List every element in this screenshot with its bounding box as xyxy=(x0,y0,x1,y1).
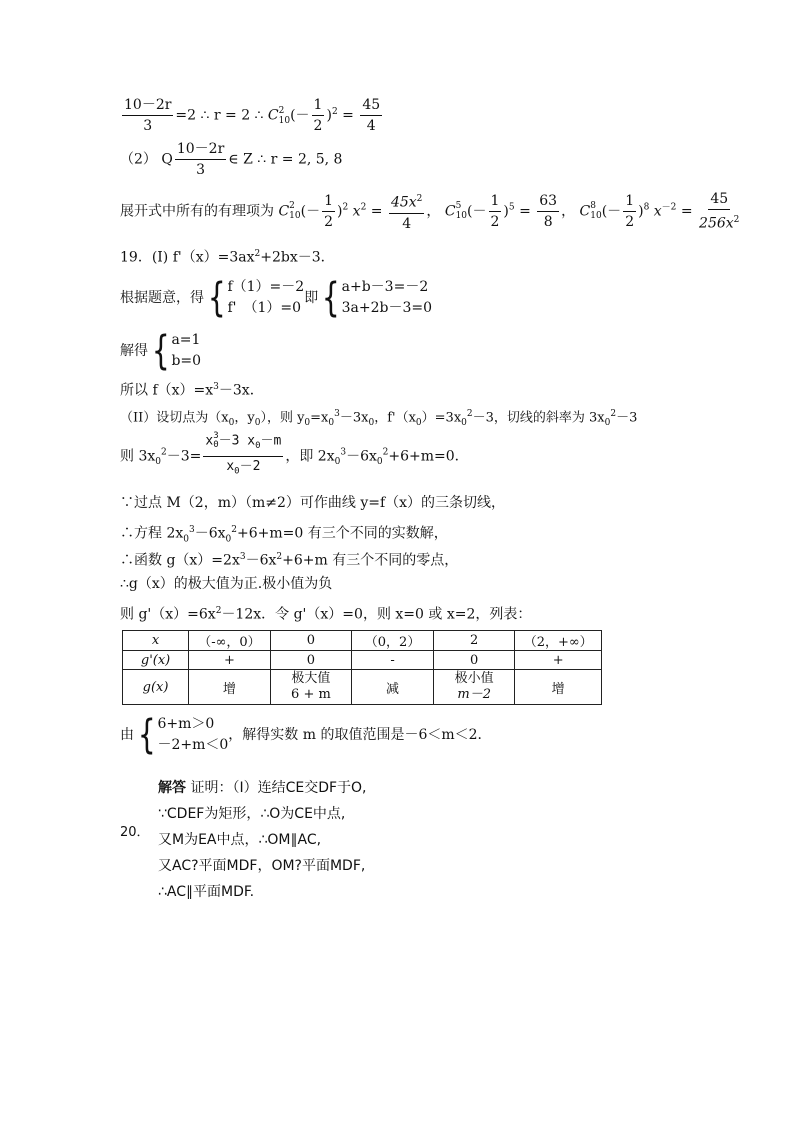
reason-3: ∴函数 $g(x)=2x^3-6x^2+6+m$ 有三个不同的零点， xyxy=(120,552,459,569)
fraction: $\frac{1}{2}$ xyxy=(625,192,635,230)
fraction: $\frac{1}{2}$ xyxy=(324,192,334,230)
fraction: $\frac{1}{2}$ xyxy=(490,192,500,230)
reason-1: ∵过点 M（2，m）（m≠2）可作曲线 y=f（x）的三条切线， xyxy=(120,495,506,511)
fraction: $\frac{1}{2}$ xyxy=(313,97,323,134)
brace-icon: { xyxy=(322,275,340,321)
brace-icon: { xyxy=(137,712,156,758)
sign-table xyxy=(122,630,602,705)
fraction: $\frac{45}{256x^2}$ xyxy=(699,191,740,232)
fraction: $\frac{10-2r}{3}$ xyxy=(124,97,172,134)
table-row: g'(x) + 0 - 0 + xyxy=(123,651,602,670)
brace-icon: { xyxy=(151,328,170,374)
fraction: $\frac{45x^2}{4}$ xyxy=(389,190,424,233)
system-2: 解得 { a=1 b=0 xyxy=(120,328,202,374)
system-3: 由 { 6+m＞0 －2+m＜0 ，解得实数 m 的取值范围是－6＜m＜2． xyxy=(120,712,492,758)
q20-number: 20． xyxy=(120,825,150,840)
line-3: 展开式中所有的有理项为 C 2 10 (－ $\frac{1}{2}$ )$^2$ $x^2$ = $\frac{45x^2}{4}$ ， C 5 10 (－ $\frac{1}{2}$ )$^5$ = $\frac{63}{8}$ ， C 8 10 (－ $\frac{1}{2}$ )$^8$ $x^{-2}$ = $\frac{45}{256x^2}$ xyxy=(120,191,740,232)
system-1: 根据题意，得 { f（1）=－2 f' （1）=0 即 { a+b－3=－2 3a+2b－3=0 xyxy=(120,275,433,321)
table-row: x （-∞，0） 0 （0，2） 2 （2，+∞） xyxy=(123,631,602,651)
fraction: x 3 0 －3 $x_0-m$ $x_0-2$ xyxy=(205,431,282,477)
table-row: g(x) 增 极大值 6 + m 减 极小值 m－2 增 xyxy=(123,670,602,705)
fraction: $\frac{63}{8}$ xyxy=(539,192,558,230)
reason-5: 则 $g'(x)=6x^2-12x$．令 g'（x）=0，则 x=0 或 x=2，列表： xyxy=(120,606,532,623)
part2-line: （II）设切点为（$x_0$，$y_0$），则 $y_0=x_0^3-3x_0$，$f'(x_0)=3x_0^2-3$，切线的斜率为 $3x_0^2-3$ xyxy=(120,409,638,428)
q20-answer: 解答 证明：（Ⅰ）连结CE交DF于O, ∵CDEF为矩形，∴O为CE中点, 又M为EA中点，∴OM∥AC, 又AC?平面MDF，OM?平面MDF, ∴AC∥平面MDF. xyxy=(158,780,367,900)
q19-line: 19．(I) $f'(x)=3ax^2+2bx-3$． xyxy=(120,249,335,266)
fraction: $\frac{10-2r}{3}$ xyxy=(176,141,225,178)
so-line: 所以 $f(x)=x^3-3x$． xyxy=(120,382,264,399)
slope-equation: 则 $3x_0^2-3=$ x 3 0 －3 $x_0-m$ $x_0-2$ ，即 $2x_0^3-6x_0^2+6+m=0$． xyxy=(120,432,469,481)
line-2: （2） Q $\frac{10-2r}{3}$ ∈ Z ∴ r = 2, 5, 8 xyxy=(120,141,343,178)
brace-icon: { xyxy=(207,275,226,321)
reason-2: ∴方程 $2x_0^3-6x_0^2+6+m=0$ 有三个不同的实数解， xyxy=(120,525,448,545)
line-1: $\frac{10-2r}{3}$ =2 ∴ r = 2 ∴ C 2 10 (－ $\frac{1}{2}$ )$^2$ = $\frac{45}{4}$ xyxy=(124,97,381,134)
reason-4: ∴g（x）的极大值为正.极小值为负 xyxy=(120,576,333,592)
fraction: $\frac{45}{4}$ xyxy=(362,97,381,134)
